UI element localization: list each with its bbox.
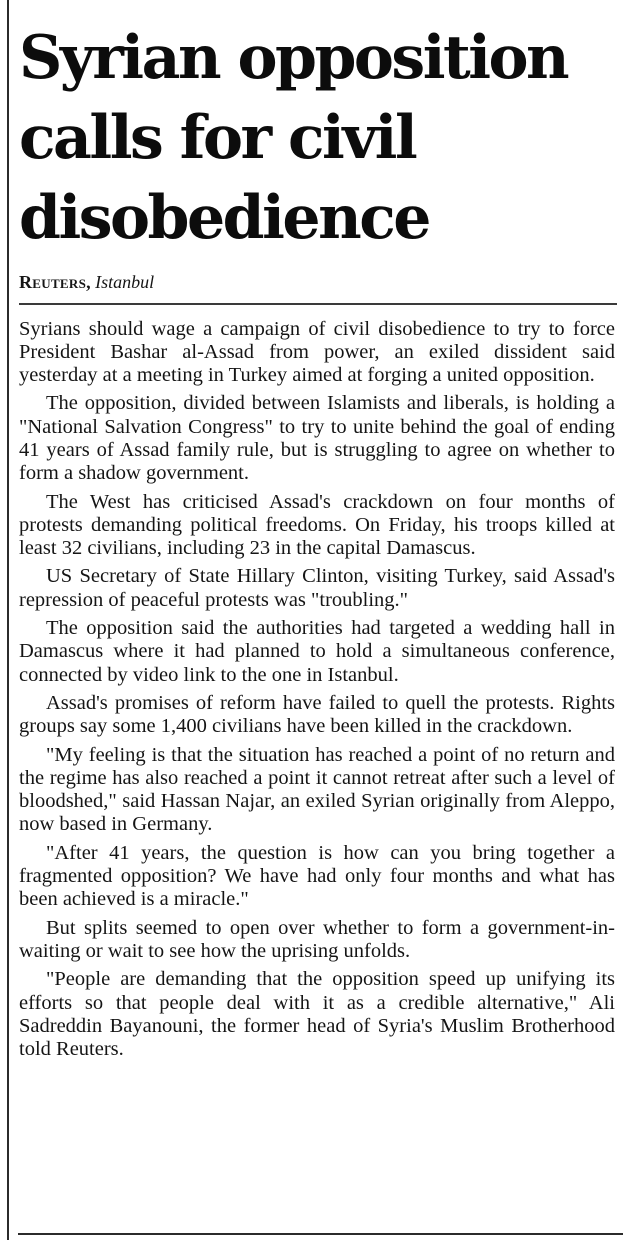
article-paragraph: "After 41 years, the question is how can you bring together a fragmented opposition? We have had only four months and what has been achieved is a miracle." [19,841,615,911]
article-paragraph: Assad's promises of reform have failed to quell the protests. Rights groups say some 1,400 civilians have been killed in the crackdown. [19,691,615,738]
left-column-rule [7,0,9,1240]
article-paragraph: "People are demanding that the opposition speed up unifying its efforts so that people deal with it as a credible alternative," Ali Sadreddin Bayanouni, the former head of Syria's Muslim Brotherhood told Reuters. [19,968,615,1061]
byline-rule [19,303,617,305]
byline-agency: Reuters [19,272,87,292]
byline-location: Istanbul [95,272,155,292]
article-paragraph: "My feeling is that the situation has reached a point of no return and the regime has also reached a point it cannot retreat after such a level of bloodshed," said Hassan Najar, an exiled Syrian originally from Aleppo, now based in Germany. [19,743,615,836]
article-paragraph: The opposition, divided between Islamists and liberals, is holding a "National Salvation Congress" to try to unite behind the goal of ending 41 years of Assad family rule, but is struggling to agree on whether to form a shadow government. [19,392,615,485]
news-article [19,18,615,1066]
article-body [19,318,615,1062]
article-paragraph: The West has criticised Assad's crackdown on four months of protests demanding political freedoms. On Friday, his troops killed at least 32 civilians, including 23 in the capital Damascus. [19,490,615,560]
byline-separator: , [86,272,91,292]
headline: Syrian opposition calls for civil disobedience [19,23,568,253]
byline [19,272,615,294]
bottom-rule [18,1233,623,1235]
article-paragraph: US Secretary of State Hillary Clinton, visiting Turkey, said Assad's repression of peaceful protests was "troubling." [19,565,615,611]
article-paragraph: Syrians should wage a campaign of civil disobedience to try to force President Bashar al-Assad from power, an exiled dissident said yesterday at a meeting in Turkey aimed at forging a united opposition. [19,317,615,387]
article-paragraph: But splits seemed to open over whether to form a government-in-waiting or wait to see how the uprising unfolds. [19,916,615,962]
article-paragraph: The opposition said the authorities had targeted a wedding hall in Damascus where it had planned to hold a simultaneous conference, connected by video link to the one in Istanbul. [19,617,615,686]
